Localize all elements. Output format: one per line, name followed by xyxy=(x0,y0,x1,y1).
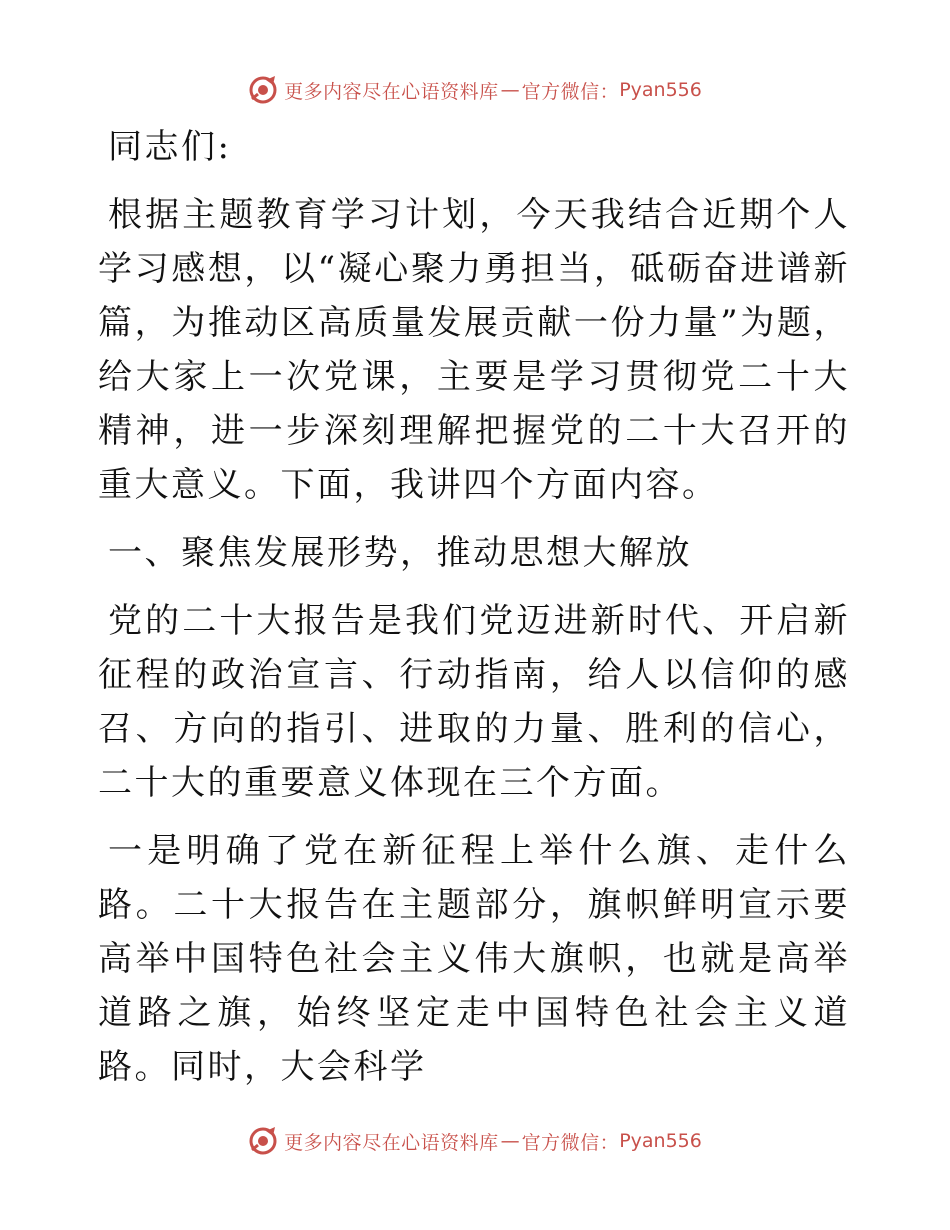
header-watermark xyxy=(0,70,950,110)
watermark-contact-id: Pyan556 xyxy=(619,79,702,101)
footer-watermark xyxy=(0,1121,950,1161)
pen-seal-icon xyxy=(248,75,278,105)
watermark-separator: — xyxy=(500,79,520,101)
section-heading: 一、聚焦发展形势，推动思想大解放 xyxy=(108,533,692,573)
watermark-contact-label: 官方微信： xyxy=(521,80,620,103)
watermark-contact-id: Pyan556 xyxy=(619,1130,702,1152)
greeting: 同志们: xyxy=(108,127,232,167)
paragraph-point-one: 一是明确了党在新征程上举什么旗、走什么路。二十大报告在主题部分，旗帜鲜明宣示要高举中国特色社会主义伟大旗帜，也就是高举道路之旗，始终坚定走中国特色社会主义道路。同时，大会科学 xyxy=(98,831,850,1087)
watermark-contact-label: 官方微信： xyxy=(521,1131,620,1154)
document-body xyxy=(98,120,850,1094)
paragraph-intro: 根据主题教育学习计划，今天我结合近期个人学习感想，以“凝心聚力勇担当，砥砺奋进谱新篇，为推动区高质量发展贡献一份力量”为题，给大家上一次党课，主要是学习贯彻党二十大精神，进一步深刻理解把握党的二十大召开的重大意义。下面，我讲四个方面内容。 xyxy=(98,195,850,505)
watermark-brand: 更多内容尽在心语资料库 xyxy=(284,1131,499,1154)
paragraph-significance: 党的二十大报告是我们党迈进新时代、开启新征程的政治宣言、行动指南，给人以信仰的感召、方向的指引、进取的力量、胜利的信心，二十大的重要意义体现在三个方面。 xyxy=(98,601,850,803)
pen-seal-icon xyxy=(248,1126,278,1156)
watermark-brand: 更多内容尽在心语资料库 xyxy=(284,80,499,103)
watermark-separator: — xyxy=(500,1130,520,1152)
